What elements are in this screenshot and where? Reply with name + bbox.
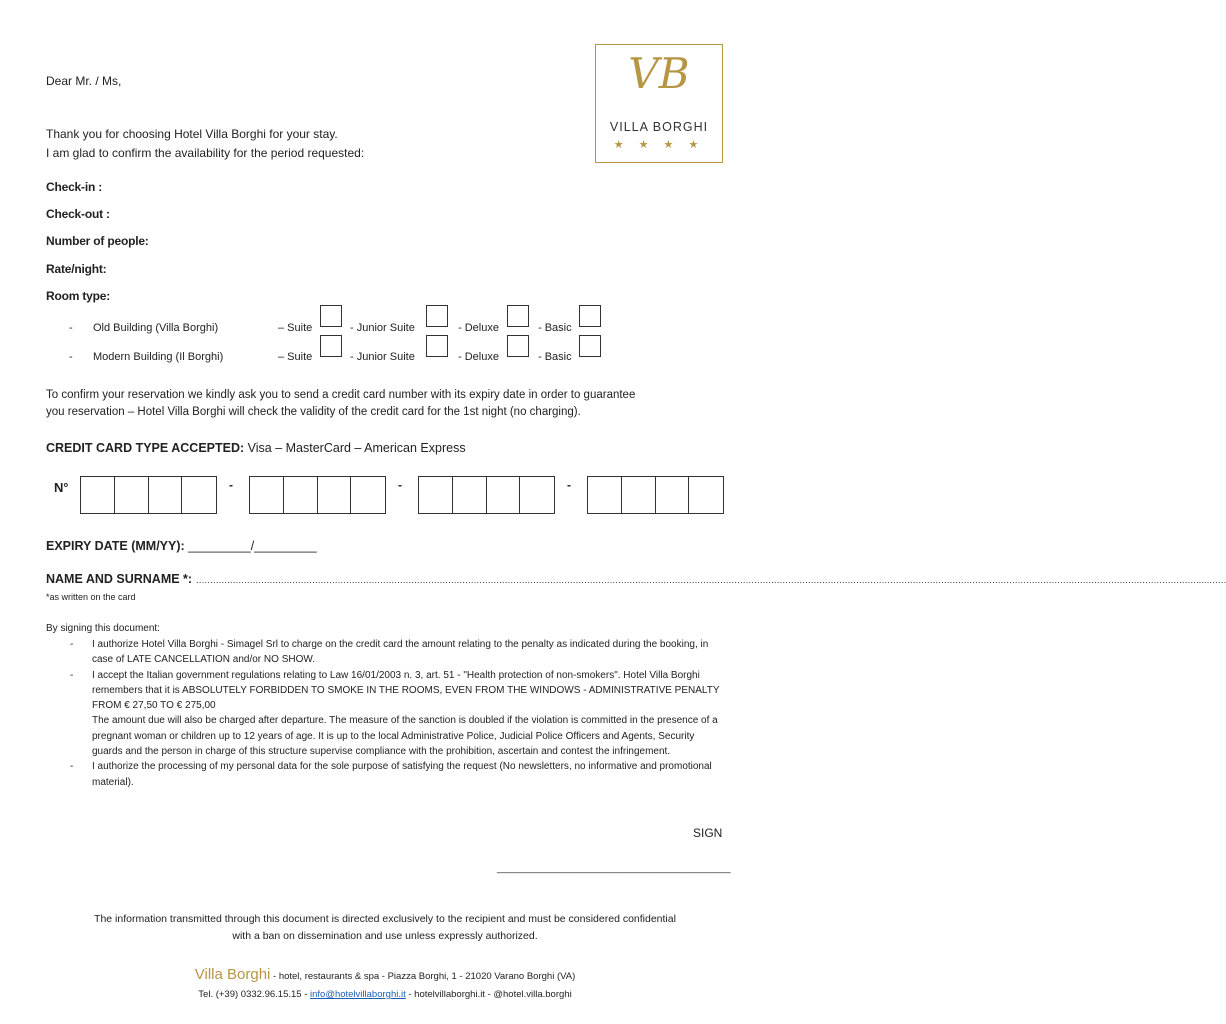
card-number-label: N° xyxy=(54,480,69,495)
card-separator: - xyxy=(567,478,571,492)
intro-line-2: I am glad to confirm the availability for the period requested: xyxy=(46,146,365,160)
name-label: NAME AND SURNAME *: xyxy=(46,572,193,586)
terms-intro: By signing this document: xyxy=(46,623,160,634)
room-row-2-bullet: - xyxy=(69,351,73,363)
logo-name: VILLA BORGHI xyxy=(609,120,709,134)
card-digit-cell[interactable] xyxy=(284,477,318,513)
footer-contacts xyxy=(0,988,770,1002)
card-digit-cell[interactable] xyxy=(115,477,149,513)
card-digit-cell[interactable] xyxy=(520,477,554,513)
name-note: *as written on the card xyxy=(46,592,136,602)
card-digit-cell[interactable] xyxy=(351,477,385,513)
terms-list xyxy=(46,637,726,790)
room-row-2-basic-label: - Basic xyxy=(538,351,572,363)
name-line xyxy=(46,571,1226,588)
room-row-2-junior-label: - Junior Suite xyxy=(350,351,415,363)
room-row-2-basic-checkbox[interactable] xyxy=(579,335,601,357)
footer-email-link[interactable]: info@hotelvillaborghi.it xyxy=(310,989,406,1000)
expiry-label: EXPIRY DATE (MM/YY): xyxy=(46,539,185,553)
card-digit-cell[interactable] xyxy=(689,477,723,513)
card-number-group-3[interactable] xyxy=(418,476,555,514)
card-number-group-2[interactable] xyxy=(249,476,386,514)
card-number-group-1[interactable] xyxy=(80,476,217,514)
card-digit-cell[interactable] xyxy=(656,477,690,513)
card-digit-cell[interactable] xyxy=(453,477,487,513)
room-row-2-suite-label: – Suite xyxy=(278,351,313,363)
card-digit-cell[interactable] xyxy=(487,477,521,513)
logo-stars: ★ ★ ★ ★ xyxy=(613,139,705,151)
room-row-1-bullet: - xyxy=(69,322,73,334)
signature-line[interactable]: __________________________________________ xyxy=(497,863,731,874)
room-row-1-deluxe-label: - Deluxe xyxy=(458,322,499,334)
card-separator: - xyxy=(398,478,402,492)
room-row-1-junior-label: - Junior Suite xyxy=(350,322,415,334)
card-digit-cell[interactable] xyxy=(81,477,115,513)
room-row-2-building: Modern Building (Il Borghi) xyxy=(93,351,224,363)
card-digit-cell[interactable] xyxy=(250,477,284,513)
terms-item-continued xyxy=(46,713,726,759)
name-input[interactable]: ………………………………………………………………………………………………………………………………………………………………………………………………………………………………………………………………………………………………………………………….……… xyxy=(195,575,1226,585)
terms-item: - I authorize the processing of my personal data for the sole purpose of satisfying the request (No newsletters, no informative and promotional material). xyxy=(46,759,726,790)
rate-label: Rate/night: xyxy=(46,262,107,276)
card-digit-cell[interactable] xyxy=(149,477,183,513)
card-number-group-4[interactable] xyxy=(587,476,724,514)
room-row-2-deluxe-checkbox[interactable] xyxy=(507,335,529,357)
room-row-1-suite-checkbox[interactable] xyxy=(320,305,342,327)
room-row-2-deluxe-label: - Deluxe xyxy=(458,351,499,363)
intro-line-1: Thank you for choosing Hotel Villa Borghi for your stay. xyxy=(46,127,338,141)
confidential-line-1: The information transmitted through this document is directed exclusively to the recipient and must be considered confidential xyxy=(94,913,676,925)
logo-monogram: VB xyxy=(628,49,690,98)
room-row-2-junior-checkbox[interactable] xyxy=(426,335,448,357)
terms-item-text: The amount due will also be charged after departure. The measure of the sanction is doubled if the violation is committed in the presence of a pregnant woman or children up to 12 years of age. It is up to the local Administrative Police, Judicial Police Officers and Agents, Security guards and the person in charge of this structure supervise compliance with the prohibition, ascertain and contest the infringement. xyxy=(92,715,718,758)
footer-address xyxy=(0,966,770,984)
terms-item: - I authorize Hotel Villa Borghi - Simagel Srl to charge on the credit card the amount relating to the penalty as indicated during the booking, in case of LATE CANCELLATION and/or NO SHOW. xyxy=(46,637,726,668)
sign-label: SIGN xyxy=(693,826,723,840)
checkout-label: Check-out : xyxy=(46,207,110,221)
confirm-line-2: you reservation – Hotel Villa Borghi will check the validity of the credit card for the 1st night (no charging). xyxy=(46,406,581,418)
people-label: Number of people: xyxy=(46,234,149,248)
card-digit-cell[interactable] xyxy=(419,477,453,513)
room-row-1-deluxe-checkbox[interactable] xyxy=(507,305,529,327)
card-digit-cell[interactable] xyxy=(182,477,216,513)
confidential-line-2: with a ban on dissemination and use unless expressly authorized. xyxy=(232,930,538,942)
card-separator: - xyxy=(229,478,233,492)
footer-tel: Tel. (+39) 0332.96.15.15 - xyxy=(198,989,310,1000)
footer-web-social: - hotelvillaborghi.it - @hotel.villa.borghi xyxy=(405,989,572,1000)
card-accepted-types: Visa – MasterCard – American Express xyxy=(247,441,466,455)
room-row-1-building: Old Building (Villa Borghi) xyxy=(93,322,219,334)
terms-item: - I accept the Italian government regulations relating to Law 16/01/2003 n. 3, art. 51 - "Health protection of non-smokers". Hotel Villa Borghi remembers that it is ABSOLUTELY FORBIDDEN TO SMOKE IN THE ROOMS, EVEN FROM THE WINDOWS - ADMINISTRATIVE PENALTY FROM € 27,50 TO € 275,00 xyxy=(46,668,726,714)
card-accepted-label: CREDIT CARD TYPE ACCEPTED: xyxy=(46,441,245,455)
card-digit-cell[interactable] xyxy=(588,477,622,513)
card-accepted-line xyxy=(46,440,466,456)
room-row-1-basic-label: - Basic xyxy=(538,322,572,334)
expiry-line xyxy=(46,538,317,554)
footer-brand: Villa Borghi xyxy=(194,966,271,983)
expiry-input[interactable]: _________/_________ xyxy=(188,539,317,553)
checkin-label: Check-in : xyxy=(46,180,103,194)
footer-address-text: - hotel, restaurants & spa - Piazza Borghi, 1 - 21020 Varano Borghi (VA) xyxy=(270,971,576,982)
hotel-logo xyxy=(595,44,723,163)
room-row-1-junior-checkbox[interactable] xyxy=(426,305,448,327)
card-digit-cell[interactable] xyxy=(622,477,656,513)
room-row-1-basic-checkbox[interactable] xyxy=(579,305,601,327)
room-row-2-suite-checkbox[interactable] xyxy=(320,335,342,357)
room-type-label: Room type: xyxy=(46,289,111,303)
confirm-line-1: To confirm your reservation we kindly ask you to send a credit card number with its expiry date in order to guarantee xyxy=(46,389,636,401)
card-digit-cell[interactable] xyxy=(318,477,352,513)
greeting: Dear Mr. / Ms, xyxy=(46,74,122,88)
room-row-1-suite-label: – Suite xyxy=(278,322,313,334)
